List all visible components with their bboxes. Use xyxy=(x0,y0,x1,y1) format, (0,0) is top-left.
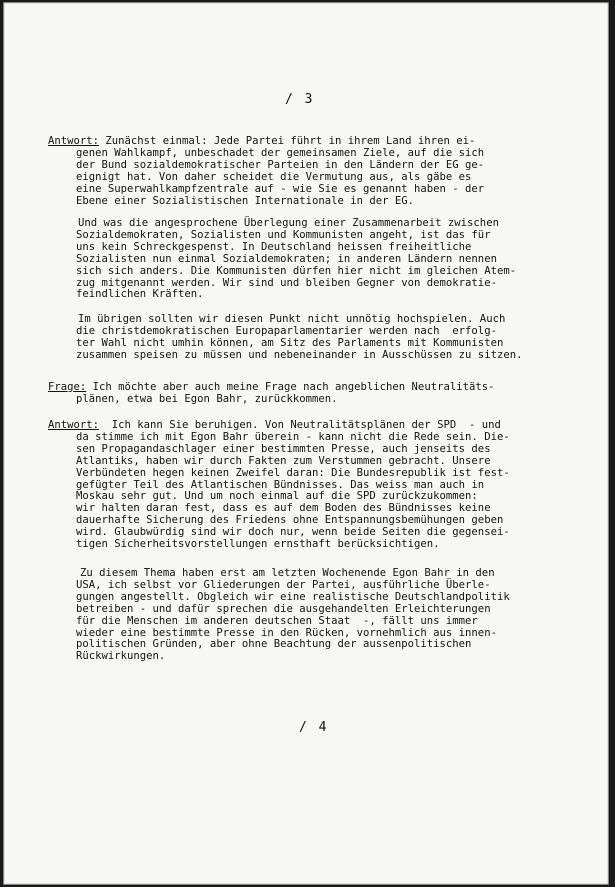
text-line: plänen, etwa bei Egon Bahr, zurückkommen. xyxy=(76,392,338,405)
answer-label: Antwort: xyxy=(48,419,100,431)
answer-label: Antwort: xyxy=(48,135,100,147)
text-line: Und was die angesprochene Überlegung einer Zusammenarbeit zwischen xyxy=(78,217,499,229)
text-line: zug mitgenannt werden. Wir sind und bleiben Gegner von demokratie- xyxy=(76,276,497,289)
paragraph-3 xyxy=(48,314,570,362)
text-line: wieder eine bestimmte Presse in den Rücken, vornehmlich aus innen- xyxy=(76,626,497,639)
text-line: sich sich anders. Die Kommunisten dürfen hier nicht im gleichen Atem- xyxy=(76,264,517,277)
paragraph-5 xyxy=(48,568,570,663)
text-line: Rückwirkungen. xyxy=(76,650,166,663)
page-number-bottom: / 4 xyxy=(299,720,329,735)
text-line: Sozialdemokraten, Sozialisten und Kommunisten angeht, ist das für xyxy=(76,228,491,241)
text-line-content: Zunächst einmal: Jede Partei führt in ihrem Land ihren ei- xyxy=(99,135,476,147)
text-line: betreiben - und dafür sprechen die ausgehandelten Erleichterungen xyxy=(76,602,491,615)
text-line: genen Wahlkampf, unbeschadet der gemeinsamen Ziele, auf die sich xyxy=(76,146,485,159)
text-line: gefügter Teil des Atlantischen Bündnisses. Das weiss man auch in xyxy=(76,478,485,491)
text-line: Im übrigen sollten wir diesen Punkt nicht unnötig hochspielen. Auch xyxy=(78,313,506,325)
text-line: da stimme ich mit Egon Bahr überein - kann nicht die Rede sein. Die- xyxy=(76,430,510,443)
text-line-content: Ich möchte aber auch meine Frage nach angeblichen Neutralitäts- xyxy=(86,381,495,393)
text-line: dauerhafte Sicherung des Friedens ohne Entspannungsbemühungen geben xyxy=(76,514,504,527)
text-line: eignigt hat. Von daher scheidet die Vermutung aus, als gäbe es xyxy=(76,170,472,183)
text-line: sen Propagandaschlager einer bestimmten Presse, auch jenseits des xyxy=(76,442,491,455)
page-number-top: / 3 xyxy=(285,92,315,107)
paragraph-2 xyxy=(48,218,570,301)
text-line: uns kein Schreckgespenst. In Deutschland heissen freiheitliche xyxy=(76,240,472,253)
text-line: Verbündeten hegen keinen Zweifel daran: Die Bundesrepublik ist fest- xyxy=(76,466,510,479)
text-line-content: Ich kann Sie beruhigen. Von Neutralitätsplänen der SPD - und xyxy=(99,419,501,431)
text-line: wir halten daran fest, dass es auf dem Boden des Bündnisses keine xyxy=(76,502,491,515)
question-paragraph xyxy=(48,382,570,406)
text-line: ter Wahl nicht umhin können, am Sitz des Parlaments mit Kommunisten xyxy=(76,336,504,349)
text-line: eine Superwahlkampfzentrale auf - wie Sie es genannt haben - der xyxy=(76,182,485,195)
text-line: Zu diesem Thema haben erst am letzten Wochenende Egon Bahr in den xyxy=(80,567,495,579)
answer-paragraph-1 xyxy=(48,136,570,207)
text-line: wird. Glaubwürdig sind wir doch nur, wenn beide Seiten die gegensei- xyxy=(76,526,510,539)
text-line: politischen Gründen, aber ohne Beachtung der aussenpolitischen xyxy=(76,638,472,651)
document-page xyxy=(3,2,609,885)
text-line: zusammen speisen zu müssen und nebeneinander in Ausschüssen zu sitzen. xyxy=(76,348,523,361)
question-label: Frage: xyxy=(48,381,87,393)
text-line: gungen angestellt. Obgleich wir eine realistische Deutschlandpolitik xyxy=(76,590,510,603)
text-line: Sozialisten nun einmal Sozialdemokraten; in anderen Ländern nennen xyxy=(76,252,497,265)
text-line: für die Menschen im anderen deutschen Staat -, fällt uns immer xyxy=(76,614,478,627)
text-line: Atlantiks, haben wir durch Fakten zum Verstummen gebracht. Unsere xyxy=(76,454,491,467)
text-line: tigen Sicherheitsvorstellungen ernsthaft berücksichtigen. xyxy=(76,538,440,551)
text-line: die christdemokratischen Europaparlamentarier werden nach erfolg- xyxy=(76,324,497,337)
text-line: Ebene einer Sozialistischen Internationale in der EG. xyxy=(76,194,415,207)
text-line: feindlichen Kräften. xyxy=(76,288,204,301)
answer-paragraph-2 xyxy=(48,420,570,551)
text-line: USA, ich selbst vor Gliederungen der Partei, ausführliche Überle- xyxy=(76,578,491,591)
text-line: der Bund sozialdemokratischer Parteien in den Ländern der EG ge- xyxy=(76,158,485,171)
text-line: Moskau sehr gut. Und um noch einmal auf die SPD zurückzukommen: xyxy=(76,490,478,503)
